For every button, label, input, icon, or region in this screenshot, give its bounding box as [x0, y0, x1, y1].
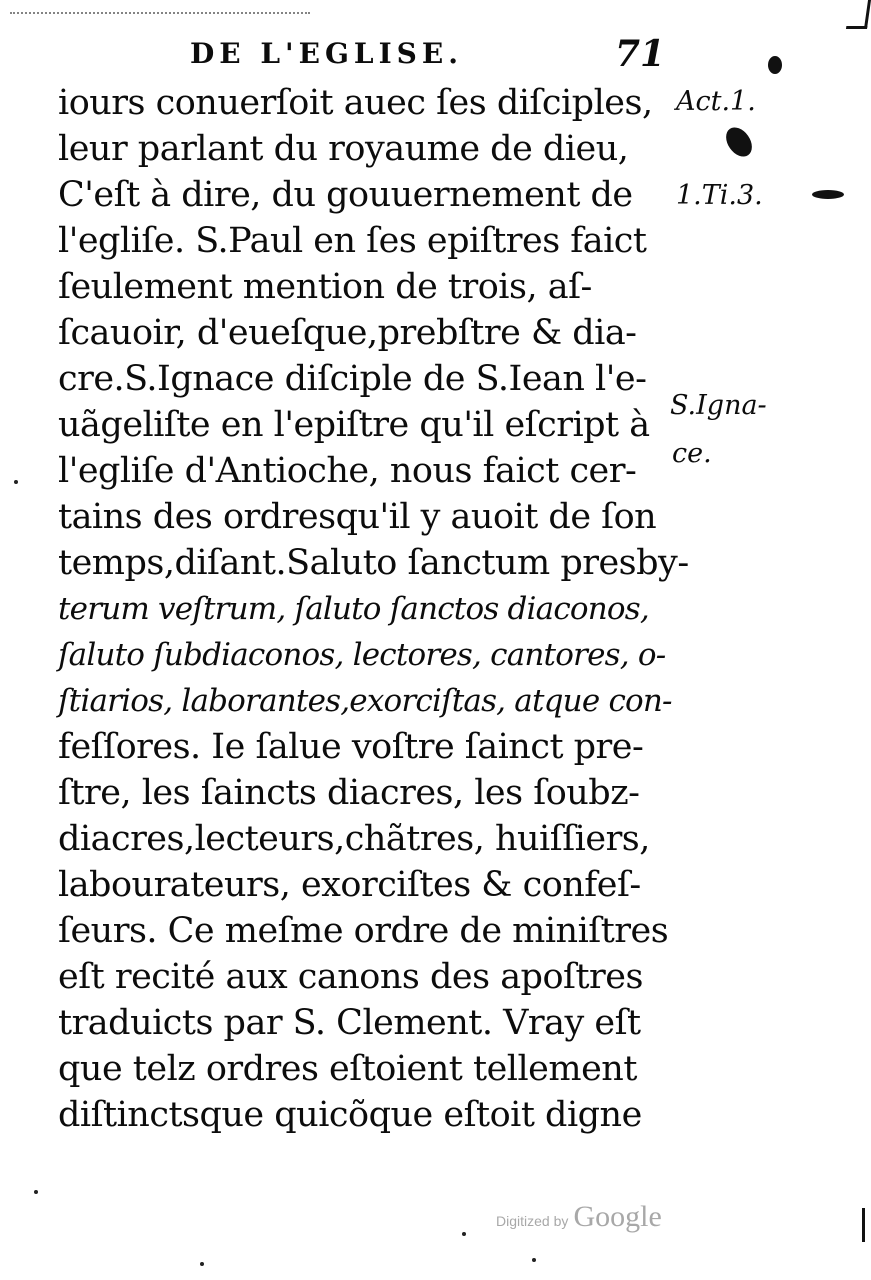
ink-smudge — [812, 190, 844, 199]
speck — [34, 1190, 38, 1194]
text-line: C'eſt à dire, du gouuernement de — [58, 175, 633, 215]
margin-note-acts: Act.1. — [676, 86, 756, 117]
latin-quote-line: terum veſtrum, ſaluto ſanctos diaconos, — [58, 591, 649, 627]
text-line: ſeurs. Ce meſme ordre de miniſtres — [58, 911, 669, 951]
text-line: ſeulement mention de trois, aſ- — [58, 267, 592, 307]
text-line: leur parlant du royaume de dieu, — [58, 129, 629, 169]
page-number: 71 — [615, 33, 666, 75]
latin-quote-line: ſtiarios, laborantes,exorciſtas, atque con- — [58, 683, 672, 719]
text-line: iours conuerſoit auec ſes diſciples, — [58, 83, 653, 123]
text-line: ſtre, les ſaincts diacres, les ſoubz- — [58, 773, 640, 813]
text-line: labourateurs, exorciſtes & confeſ- — [58, 865, 641, 905]
speck — [14, 480, 18, 484]
text-line: tains des ordresqu'il y auoit de ſon — [58, 497, 657, 537]
ink-smudge — [768, 56, 782, 74]
text-line: l'egliſe. S.Paul en ſes epiſtres faict — [58, 221, 647, 261]
text-line: diſtinctsque quicõque eſtoit digne — [58, 1095, 642, 1135]
margin-note-timothy: 1.Ti.3. — [676, 180, 763, 211]
ink-smudge — [721, 123, 757, 162]
text-line: traduicts par S. Clement. Vray eſt — [58, 1003, 641, 1043]
text-line: temps,diſant.Saluto ſanctum presby- — [58, 543, 689, 583]
speck — [200, 1262, 204, 1266]
right-edge-bar — [862, 1208, 865, 1242]
speck — [532, 1258, 536, 1262]
text-line: uãgeliſte en l'epiſtre qu'il eſcript à — [58, 405, 650, 445]
margin-note-ignace-cont: ce. — [672, 438, 712, 469]
margin-note-ignace: S.Igna- — [670, 390, 767, 421]
text-line: eſt recité aux canons des apoſtres — [58, 957, 643, 997]
watermark-prefix: Digitized by — [496, 1213, 569, 1229]
text-line: diacres,lecteurs,chãtres, huiſſiers, — [58, 819, 650, 859]
running-head: DE L'EGLISE. — [190, 37, 463, 70]
watermark-brand: Google — [573, 1200, 662, 1233]
text-line: que telz ordres eſtoient tellement — [58, 1049, 637, 1089]
latin-quote-line: ſaluto ſubdiaconos, lectores, cantores, o- — [58, 637, 666, 673]
text-line: cre.S.Ignace diſciple de S.Iean l'e- — [58, 359, 647, 399]
speck — [462, 1232, 466, 1236]
text-line: ſcauoir, d'eueſque,prebſtre & dia- — [58, 313, 637, 353]
text-line: l'egliſe d'Antioche, nous faict cer- — [58, 451, 637, 491]
text-line: feſſores. Ie ſalue voſtre ſainct pre- — [58, 727, 644, 767]
digitized-by-google-watermark — [496, 1200, 662, 1234]
